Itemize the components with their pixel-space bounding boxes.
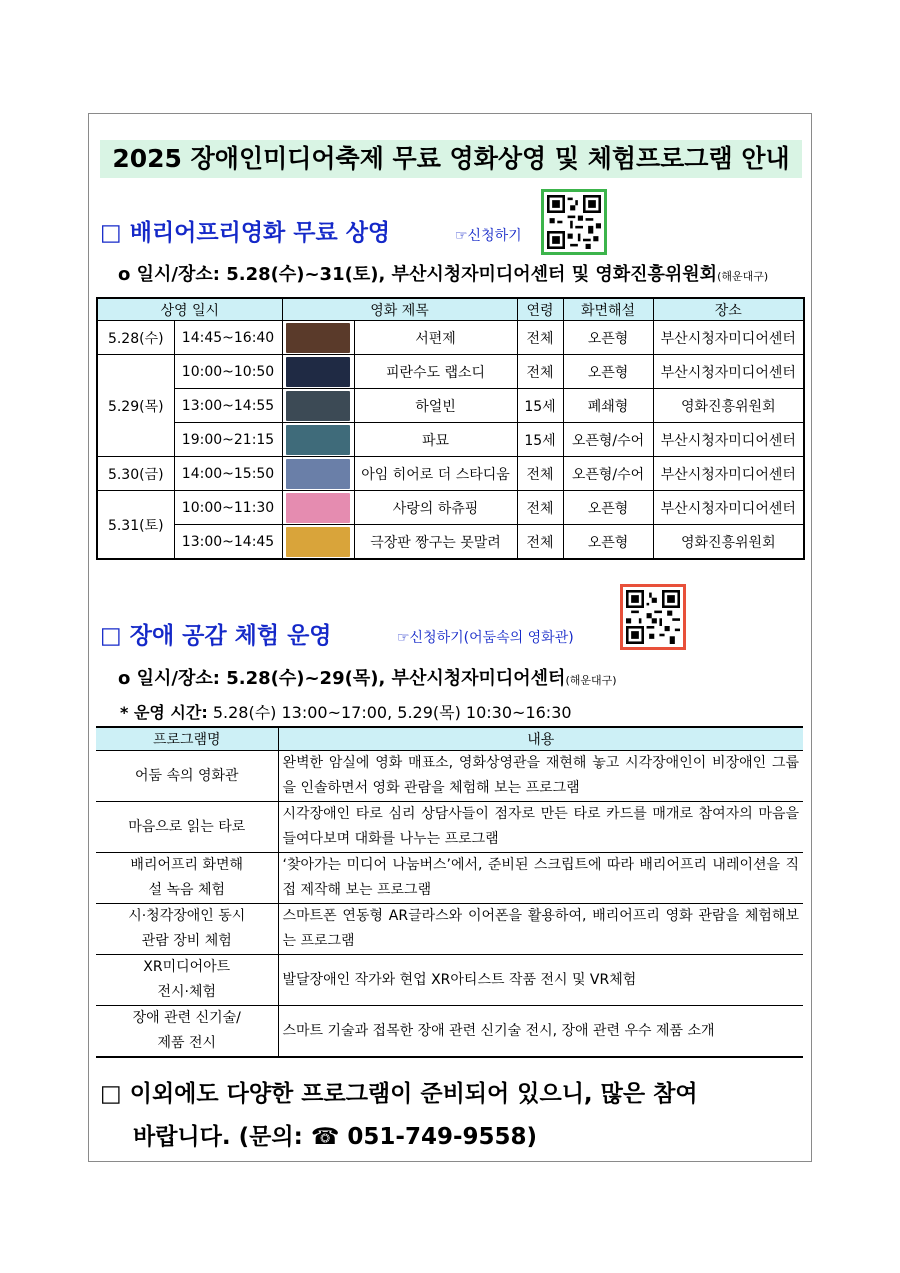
description-type-cell: 폐쇄형 [563,389,653,423]
age-cell: 전체 [517,457,563,491]
place-cell: 부산시청자미디어센터 [653,491,804,525]
operating-hours [120,700,572,723]
qr-code-icon[interactable] [541,189,607,255]
age-cell: 15세 [517,389,563,423]
table-row [96,1006,803,1058]
place-cell: 부산시청자미디어센터 [653,355,804,389]
program-desc-cell: 스마트 기술과 접목한 장애 관련 신기술 전시, 장애 관련 우수 제품 소개 [278,1006,803,1058]
place-cell: 영화진흥위원회 [653,389,804,423]
program-table [96,726,803,1058]
poster-cell [282,525,354,560]
movie-poster-thumbnail [286,459,350,489]
section2-schedule-info [118,664,617,690]
poster-cell [282,491,354,525]
description-type-cell: 오픈형 [563,321,653,355]
date-cell: 5.29(목) [97,355,174,457]
screening-table [96,297,805,560]
header-title: 영화 제목 [282,298,517,321]
movie-title-cell: 극장판 짱구는 못말려 [354,525,517,560]
qr-code-icon[interactable] [620,584,686,650]
program-desc-cell: 스마트폰 연동형 AR글라스와 이어폰을 활용하여, 배리어프리 영화 관람을 체험해보는 프로그램 [278,904,803,955]
place-cell: 부산시청자미디어센터 [653,423,804,457]
movie-title-cell: 사랑의 하츄핑 [354,491,517,525]
age-cell: 전체 [517,525,563,560]
place-cell: 부산시청자미디어센터 [653,457,804,491]
program-desc-cell: 완벽한 암실에 영화 매표소, 영화상영관을 재현해 놓고 시각장애인이 비장애인 그룹을 인솔하면서 영화 관람을 체험해 보는 프로그램 [278,751,803,802]
place-cell: 부산시청자미디어센터 [653,321,804,355]
program-desc-cell: 시각장애인 타로 심리 상담사들이 점자로 만든 타로 카드를 매개로 참여자의 마음을 들여다보며 대화를 나누는 프로그램 [278,802,803,853]
header-datetime: 상영 일시 [97,298,282,321]
place-cell: 영화진흥위원회 [653,525,804,560]
date-cell: 5.28(수) [97,321,174,355]
program-desc-cell: 발달장애인 작가와 현업 XR아티스트 작품 전시 및 VR체험 [278,955,803,1006]
header-program-name: 프로그램명 [96,727,278,751]
movie-title-cell: 하얼빈 [354,389,517,423]
table-row [96,955,803,1006]
poster-cell [282,355,354,389]
movie-title-cell: 서편제 [354,321,517,355]
program-name-cell: 어둠 속의 영화관 [96,751,278,802]
poster-cell [282,423,354,457]
time-cell: 19:00~21:15 [174,423,282,457]
movie-title-cell: 아임 히어로 더 스타디움 [354,457,517,491]
poster-cell [282,457,354,491]
table-row [97,355,804,389]
table-row [96,853,803,904]
description-type-cell: 오픈형 [563,491,653,525]
date-cell: 5.30(금) [97,457,174,491]
movie-poster-thumbnail [286,527,350,557]
description-type-cell: 오픈형 [563,525,653,560]
table-row [96,751,803,802]
section1-apply-link[interactable]: ☞신청하기 [455,228,522,244]
program-desc-cell: ‘찾아가는 미디어 나눔버스’에서, 준비된 스크립트에 따라 배리어프리 내레이션을 직접 제작해 보는 프로그램 [278,853,803,904]
description-type-cell: 오픈형 [563,355,653,389]
date-cell: 5.31(토) [97,491,174,560]
table-row [97,525,804,560]
hours-label: * 운영 시간: [120,703,208,722]
header-place: 장소 [653,298,804,321]
header-description: 화면해설 [563,298,653,321]
movie-poster-thumbnail [286,493,350,523]
description-type-cell: 오픈형/수어 [563,457,653,491]
time-cell: 14:45~16:40 [174,321,282,355]
movie-title-cell: 파묘 [354,423,517,457]
movie-poster-thumbnail [286,425,350,455]
description-type-cell: 오픈형/수어 [563,423,653,457]
table-row [97,491,804,525]
program-name-cell: 시·청각장애인 동시관람 장비 체험 [96,904,278,955]
poster-cell [282,389,354,423]
table-row [97,457,804,491]
header-age: 연령 [517,298,563,321]
region-note: (해운대구) [717,270,769,283]
page-title: 2025 장애인미디어축제 무료 영화상영 및 체험프로그램 안내 [112,144,790,173]
table-row [97,423,804,457]
movie-title-cell: 피란수도 랩소디 [354,355,517,389]
table-header-row [97,298,804,321]
poster-cell [282,321,354,355]
program-name-cell: 장애 관련 신기술/제품 전시 [96,1006,278,1058]
schedule-text: o 일시/장소: 5.28(수)~29(목), 부산시청자미디어센터 [118,668,566,689]
age-cell: 전체 [517,355,563,389]
closing-line-1: □ 이외에도 다양한 프로그램이 준비되어 있으니, 많은 참여 [100,1081,698,1107]
time-cell: 14:00~15:50 [174,457,282,491]
movie-poster-thumbnail [286,391,350,421]
table-row [96,802,803,853]
movie-poster-thumbnail [286,323,350,353]
section1-schedule-info [118,260,768,286]
program-name-cell: XR미디어아트 전시·체험 [96,955,278,1006]
program-name-cell: 배리어프리 화면해설 녹음 체험 [96,853,278,904]
header-content: 내용 [278,727,803,751]
hours-value: 5.28(수) 13:00~17:00, 5.29(목) 10:30~16:30 [212,703,572,722]
closing-line-2: 바랍니다. (문의: ☎ 051-749-9558) [133,1124,538,1150]
section1-heading: □ 배리어프리영화 무료 상영 [100,220,391,246]
age-cell: 15세 [517,423,563,457]
table-row [96,904,803,955]
section2-heading: □ 장애 공감 체험 운영 [100,623,332,649]
schedule-text: o 일시/장소: 5.28(수)~31(토), 부산시청자미디어센터 및 영화진흥위원회 [118,264,718,285]
program-name-cell: 마음으로 읽는 타로 [96,802,278,853]
qr-pattern [547,195,601,249]
time-cell: 10:00~10:50 [174,355,282,389]
movie-poster-thumbnail [286,357,350,387]
region-note: (해운대구) [565,674,617,687]
age-cell: 전체 [517,321,563,355]
table-header-row [96,727,803,751]
section2-apply-link[interactable]: ☞신청하기(어둠속의 영화관) [397,630,574,646]
time-cell: 10:00~11:30 [174,491,282,525]
time-cell: 13:00~14:55 [174,389,282,423]
time-cell: 13:00~14:45 [174,525,282,560]
table-row [97,321,804,355]
table-row [97,389,804,423]
age-cell: 전체 [517,491,563,525]
qr-pattern [626,590,680,644]
